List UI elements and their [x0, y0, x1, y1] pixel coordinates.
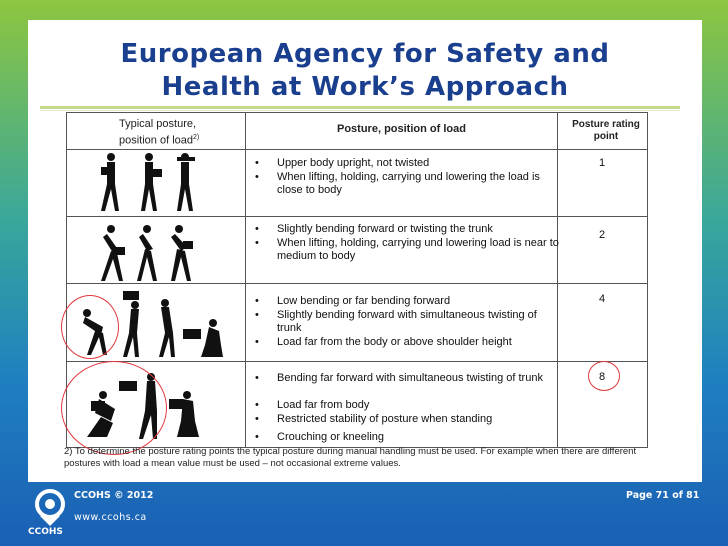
header-typical-posture-line-2 — [119, 131, 199, 148]
slide-title — [28, 38, 702, 104]
row-divider — [67, 361, 647, 362]
header-typical-posture-line-1: Typical posture, — [119, 118, 197, 130]
row-1-rating: 1 — [598, 157, 606, 169]
posture-figure-icon — [95, 221, 215, 285]
title-divider-shadow — [40, 110, 680, 111]
page-number: Page 71 of 81 — [626, 490, 700, 501]
title-divider — [40, 106, 680, 109]
header-posture-position: Posture, position of load — [337, 123, 466, 135]
row-4-rating: 8 — [598, 371, 606, 383]
header-rating-line-2: point — [593, 131, 619, 142]
footnote-line-1: 2) To determine the posture rating points the typical posture during manual handling must be used. For example when there are different — [64, 446, 637, 457]
copyright-text: CCOHS © 2012 — [74, 490, 154, 501]
row-divider — [67, 149, 647, 150]
header-rating-line-1: Posture rating — [572, 119, 640, 130]
website-link[interactable]: www.ccohs.ca — [74, 512, 147, 523]
header-rating-point — [567, 119, 645, 143]
row-divider — [67, 216, 647, 217]
slide-title-line-2: Health at Work’s Approach — [161, 72, 569, 102]
table-footnote — [64, 446, 664, 470]
header-footnote-ref: 2) — [193, 134, 200, 141]
logo-text: CCOHS — [28, 527, 63, 537]
posture-rating-table: Typical posture, position of load$^{2)}$ Posture, position of load Posture rating point • Upper body upright, not twisted • When lifting, holding, carrying und lowering the load is close to body 1 • Slightly bending forward or twisting the trunk • When lifting, holding, carrying und lowering load is near to medium to body 2 • Low bending or far bending forward • Slightly bending forward with simultaneous twisting of trunk • Load far from the body or above shoulder height 4 • Bending far forward with simultaneous twisting of trunk • Load far from body • Restricted stability of posture when standing • Crouching or kneeling 8 — [66, 112, 648, 448]
header-position-of-load: position of load — [119, 134, 193, 147]
posture-highlight-circle — [61, 361, 167, 455]
row-3-rating: 4 — [598, 293, 606, 305]
posture-highlight-circle — [61, 295, 119, 359]
rating-highlight-circle — [588, 361, 620, 391]
column-divider — [245, 113, 246, 447]
slide-title-line-1: European Agency for Safety and — [120, 39, 610, 69]
header-typical-posture — [119, 117, 199, 148]
row-2-rating: 2 — [598, 229, 606, 241]
posture-figure-icon — [97, 151, 217, 215]
footnote-line-2: postures with load a mean value must be used – not occasional extreme values. — [64, 458, 401, 469]
